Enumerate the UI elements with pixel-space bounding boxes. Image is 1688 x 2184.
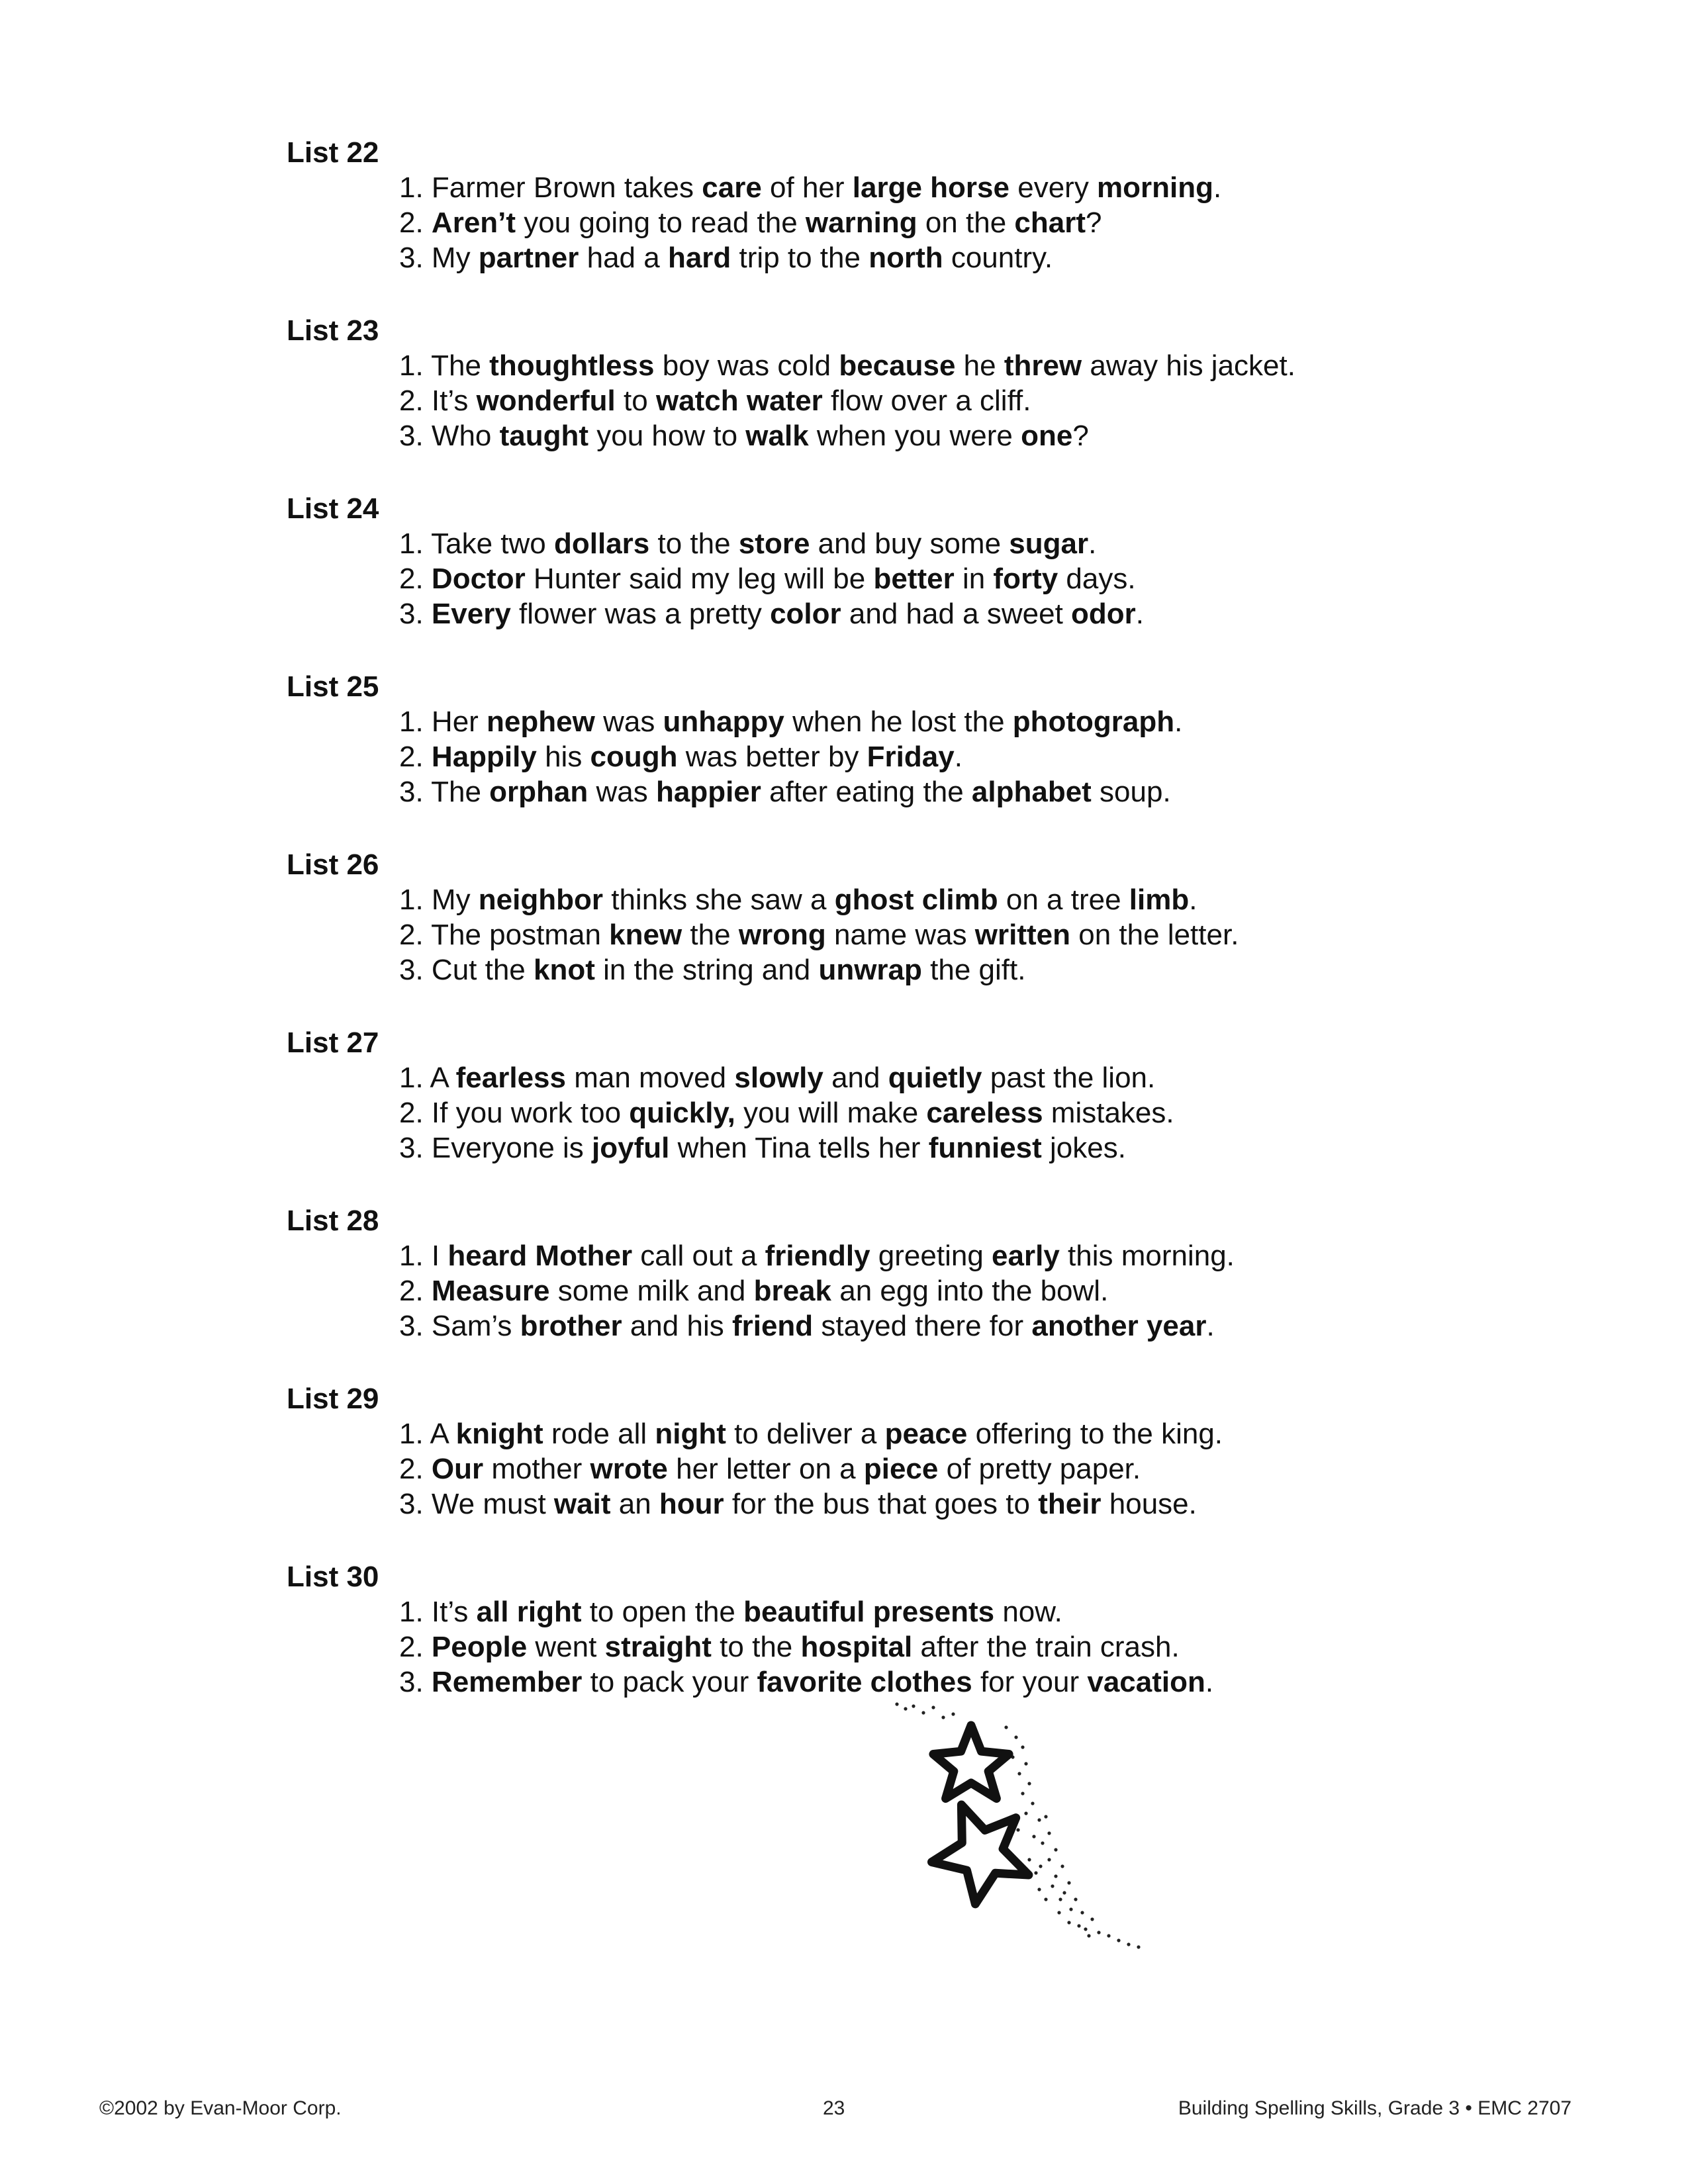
spelling-word: orphan [489,776,588,808]
sentence [287,383,1544,418]
sentence [287,1451,1544,1486]
sentence-text: call out a [632,1240,765,1272]
sentence-text: 2. [399,1275,432,1307]
sentence-text: was [594,705,663,738]
sentence [287,596,1544,631]
sentence-text: 2. [399,1631,432,1663]
sentence-text: of pretty paper. [938,1453,1141,1485]
sentence [287,1095,1544,1130]
sentence-text: greeting [870,1240,992,1272]
sentence-text: rode all [543,1418,655,1450]
list-block [287,1560,1544,1700]
sentence-text: he [955,349,1004,382]
sentence [287,774,1544,809]
spelling-word: peace [884,1418,968,1450]
spelling-word: cough [590,741,678,773]
copyright: ©2002 by Evan-Moor Corp. [99,2097,342,2119]
sentence [287,1594,1544,1629]
spelling-word: sugar [1009,527,1089,560]
list-title: List 24 [287,492,379,525]
list-block [287,314,1544,453]
sentence-text: 2. [399,1453,432,1485]
spelling-word: Doctor [431,563,526,595]
spelling-word: careless [926,1097,1043,1129]
sentence-text: . [1174,705,1183,738]
spelling-word: quickly, [629,1097,735,1129]
sentence-text: stayed there for [813,1310,1032,1342]
sentence-text: to pack your [582,1666,757,1698]
spelling-word: favorite clothes [757,1666,972,1698]
spelling-word: color [770,598,841,630]
sentence-text: to open the [581,1596,744,1628]
sentence-text: in [954,563,994,595]
sentence-text: for the bus that goes to [724,1488,1039,1520]
spelling-word: one [1021,420,1073,452]
spelling-word: beautiful presents [743,1596,995,1628]
sentence-text: on the letter. [1070,919,1239,951]
spelling-word: brother [520,1310,622,1342]
shooting-stars-icon [887,1701,1152,1959]
page-number: 23 [823,2097,845,2119]
sentence-text: 2. The postman [399,919,610,951]
list-title: List 30 [287,1561,379,1593]
spelling-word: because [839,349,956,382]
spelling-word: Aren’t [431,206,516,239]
sentence-text: past the lion. [982,1062,1156,1094]
sentence-text: . [954,741,962,773]
sentence-text: mistakes. [1043,1097,1174,1129]
spelling-word: hospital [800,1631,913,1663]
sentence-text: boy was cold [654,349,839,382]
sentence-text: was better by [677,741,867,773]
list-title: List 23 [287,314,379,347]
spelling-word: Remember [431,1666,583,1698]
sentence-text: 1. Her [399,705,487,738]
sentence [287,1273,1544,1308]
sentence-text: 1. Farmer Brown takes [399,171,702,204]
spelling-word: Friday [867,741,955,773]
spelling-word: knight [455,1418,543,1450]
sentence-text: some milk and [549,1275,754,1307]
spelling-word: happier [655,776,761,808]
sentence-text: and buy some [810,527,1009,560]
spelling-word: Happily [431,741,537,773]
sentence-text: 3. Everyone is [399,1132,592,1164]
spelling-word: walk [745,420,809,452]
spelling-lists [287,136,1544,1738]
book-title: Building Spelling Skills, Grade 3 • EMC 2707 [1178,2097,1571,2119]
list-block [287,670,1544,809]
sentence-text: . [1213,171,1222,204]
sentence-text: her letter on a [667,1453,864,1485]
sentence-text: and had a sweet [841,598,1072,630]
sentence-text: and his [622,1310,732,1342]
spelling-word: Our [431,1453,484,1485]
spelling-word: fearless [455,1062,566,1094]
sentence [287,1238,1544,1273]
sentence-text: to [615,385,656,417]
sentence-text: when Tina tells her [669,1132,929,1164]
sentence-text: ? [1072,420,1089,452]
spelling-word: neighbor [478,884,603,916]
spelling-word: care [702,171,762,204]
sentence-text: 3. My [399,242,479,274]
sentence-text: offering to the king. [967,1418,1223,1450]
list-block [287,1382,1544,1522]
spelling-word: written [974,919,1071,951]
sentence-text: 1. My [399,884,479,916]
sentence-text: 2. [399,206,432,239]
sentence-text: after the train crash. [912,1631,1180,1663]
sentence [287,917,1544,952]
sentence-text: mother [483,1453,590,1485]
spelling-word: break [753,1275,831,1307]
sentence-text: an egg into the bowl. [831,1275,1109,1307]
sentence-text: an [610,1488,659,1520]
spelling-word: wrote [590,1453,668,1485]
sentence [287,418,1544,453]
sentence [287,240,1544,275]
spelling-word: dollars [554,527,650,560]
spelling-word: photograph [1012,705,1175,738]
spelling-word: north [868,242,943,274]
spelling-word: forty [993,563,1058,595]
spelling-word: wait [553,1488,611,1520]
spelling-word: unwrap [818,954,922,986]
sentence-text: days. [1058,563,1136,595]
spelling-word: another year [1031,1310,1207,1342]
sentence-text: went [527,1631,605,1663]
sentence [287,704,1544,739]
sentence-text: you how to [588,420,746,452]
spelling-word: straight [604,1631,712,1663]
list-title: List 27 [287,1026,379,1059]
sentence-text: now. [994,1596,1062,1628]
spelling-word: People [431,1631,528,1663]
sentence-text: 3. The [399,776,490,808]
sentence-text: flow over a cliff. [822,385,1031,417]
sentence [287,170,1544,205]
sentence-text: . [1205,1666,1214,1698]
sentence-text: 3. Cut the [399,954,534,986]
spelling-word: their [1038,1488,1102,1520]
sentence-text: 3. [399,1666,432,1698]
list-title: List 29 [287,1383,379,1415]
sentence-text: flower was a pretty [510,598,771,630]
sentence-text: his [536,741,590,773]
sentence [287,882,1544,917]
spelling-word: store [738,527,810,560]
sentence-text: 2. It’s [399,385,477,417]
sentence [287,1060,1544,1095]
list-block [287,492,1544,631]
sentence-text: . [1206,1310,1215,1342]
sentence-text: had a [579,242,668,274]
sentence-text: ? [1085,206,1102,239]
spelling-word: vacation [1087,1666,1205,1698]
sentence-text: 1. A [399,1062,456,1094]
spelling-word: watch water [655,385,823,417]
sentence [287,348,1544,383]
sentence-text: the gift. [921,954,1026,986]
sentence [287,1308,1544,1343]
spelling-word: limb [1129,884,1190,916]
sentence-text: soup. [1091,776,1171,808]
sentence [287,561,1544,596]
sentence-text: was [588,776,656,808]
spelling-word: quietly [888,1062,982,1094]
spelling-word: friendly [765,1240,870,1272]
sentence-text: when he lost the [784,705,1013,738]
sentence [287,1130,1544,1165]
spelling-word: all right [476,1596,582,1628]
list-block [287,1026,1544,1165]
sentence-text: the [682,919,739,951]
sentence-text: 1. The [399,349,490,382]
sentence-text: 3. Who [399,420,500,452]
spelling-word: ghost climb [834,884,998,916]
sentence-text: 2. [399,741,432,773]
spelling-word: night [655,1418,726,1450]
sentence-text: to the [711,1631,801,1663]
sentence-text: to the [649,527,739,560]
sentence-text: this morning. [1059,1240,1235,1272]
list-block [287,848,1544,987]
spelling-word: taught [499,420,589,452]
sentence [287,1416,1544,1451]
spelling-word: slowly [734,1062,823,1094]
sentence-text: 1. Take two [399,527,554,560]
spelling-word: threw [1004,349,1082,382]
sentence-text: when you were [808,420,1021,452]
spelling-word: alphabet [971,776,1092,808]
sentence-text: every [1009,171,1098,204]
sentence-text: country. [943,242,1053,274]
spelling-word: better [873,563,955,595]
spelling-word: hard [667,242,731,274]
sentence-text: name was [825,919,975,951]
sentence-text: 1. I [399,1240,448,1272]
list-title: List 25 [287,670,379,703]
sentence-text: . [1088,527,1097,560]
sentence [287,952,1544,987]
sentence [287,1629,1544,1664]
spelling-word: early [992,1240,1060,1272]
spelling-word: piece [863,1453,939,1485]
sentence [287,1486,1544,1522]
sentence-text: man moved [566,1062,735,1094]
sentence-text: on the [917,206,1015,239]
spelling-word: wrong [738,919,826,951]
spelling-word: hour [659,1488,724,1520]
sentence [287,205,1544,240]
sentence-text: 3. We must [399,1488,554,1520]
spelling-word: unhappy [663,705,784,738]
sentence-text: after eating the [761,776,972,808]
spelling-word: large horse [852,171,1009,204]
spelling-word: warning [805,206,917,239]
spelling-word: morning [1097,171,1214,204]
sentence-text: you will make [735,1097,927,1129]
sentence-text: of her [761,171,853,204]
spelling-word: wonderful [476,385,616,417]
list-block [287,136,1544,275]
spelling-word: nephew [487,705,595,738]
list-title: List 26 [287,848,379,881]
list-title: List 22 [287,136,379,169]
spelling-word: chart [1014,206,1086,239]
sentence-text: . [1135,598,1145,630]
sentence-text: jokes. [1041,1132,1126,1164]
sentence-text: thinks she saw a [603,884,835,916]
sentence-text: in the string and [594,954,819,986]
sentence-text: trip to the [731,242,869,274]
sentence-text: 3. Sam’s [399,1310,520,1342]
sentence-text: 1. It’s [399,1596,477,1628]
spelling-word: heard Mother [447,1240,633,1272]
list-title: List 28 [287,1205,379,1237]
sentence [287,1664,1544,1700]
sentence-text: and [823,1062,888,1094]
spelling-word: knew [609,919,682,951]
spelling-word: thoughtless [489,349,655,382]
sentence-text: you going to read the [516,206,806,239]
sentence-text: on a tree [998,884,1129,916]
sentence-text: 1. A [399,1418,456,1450]
spelling-word: odor [1071,598,1136,630]
spelling-word: Every [431,598,511,630]
sentence-text: 2. [399,563,432,595]
sentence-text: to deliver a [726,1418,885,1450]
sentence-text: Hunter said my leg will be [525,563,874,595]
spelling-word: funniest [928,1132,1042,1164]
sentence-text: away his jacket. [1082,349,1295,382]
sentence-text: 2. If you work too [399,1097,630,1129]
list-block [287,1204,1544,1343]
sentence-text: . [1189,884,1197,916]
sentence [287,739,1544,774]
sentence [287,526,1544,561]
spelling-word: partner [478,242,579,274]
sentence-text: house. [1101,1488,1197,1520]
sentence-text: for your [972,1666,1088,1698]
spelling-word: joyful [592,1132,670,1164]
spelling-word: knot [534,954,595,986]
sentence-text: 3. [399,598,432,630]
spelling-word: Measure [431,1275,550,1307]
spelling-word: friend [731,1310,814,1342]
